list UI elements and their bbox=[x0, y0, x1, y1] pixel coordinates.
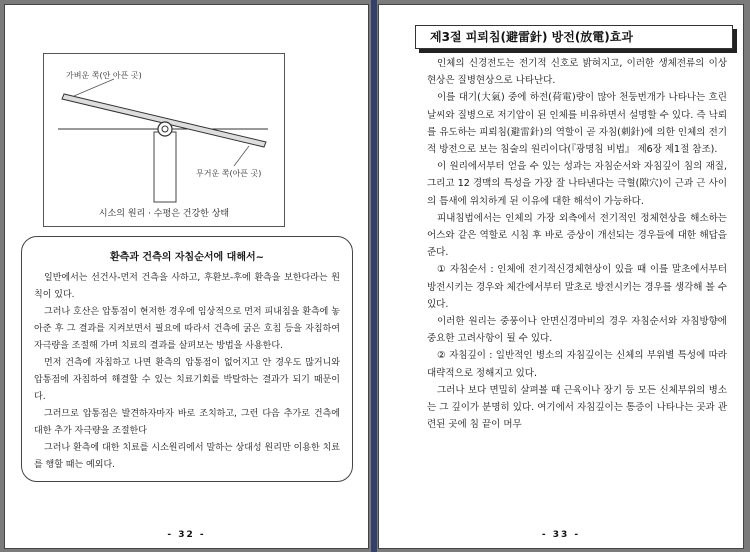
note-paragraph: 그러나 호산은 압통점이 현저한 경우에 임상적으로 먼저 피내침을 환측에 놓아준 후 그 결과를 지켜보면서 필요에 따라서 건측에 굵은 호침 등을 자침하여 자극량을 조절해 가며 치료의 결과를 살펴보는 방법을 사용한다. bbox=[34, 307, 340, 351]
seesaw-figure bbox=[43, 53, 285, 227]
note-paragraph: 그러므로 압통점은 발견하자마자 바로 조치하고, 그런 다음 추가로 건측에 대한 추가 자극량을 조절한다 bbox=[34, 409, 340, 436]
note-box bbox=[21, 236, 353, 482]
heavy-side-label: 무거운 쪽(아픈 곳) bbox=[196, 169, 262, 178]
note-paragraph: 일반에서는 선건사-먼저 건측을 사하고, 후환보-후에 환측을 보한다라는 원칙이 있다. bbox=[34, 273, 340, 300]
page-number: - 33 - bbox=[541, 530, 581, 540]
body-paragraph: ② 자침깊이 : 일반적인 병소의 자침깊이는 신체의 부위별 특성에 따라 대략적으로 정해지고 있다. bbox=[427, 350, 727, 379]
body-paragraph: 인체의 신경전도는 전기적 신호로 밝혀지고, 이러한 생체전류의 이상현상은 질병현상으로 나타난다. bbox=[427, 58, 727, 87]
light-side-pointer bbox=[74, 79, 114, 96]
note-title: 환측과 건측의 자침순서에 대해서~ bbox=[109, 252, 265, 263]
left-page bbox=[4, 4, 369, 549]
figure-caption: 시소의 원리 · 수평은 건강한 상태 bbox=[98, 209, 230, 219]
body-paragraph: 피내침법에서는 인체의 가장 외측에서 전기적인 정체현상을 해소하는 어스와 같은 역할로 시침 후 바로 증상이 개선되는 경우들에 대한 해답을 준다. bbox=[427, 212, 727, 259]
light-side-label: 가벼운 쪽(안 아픈 곳) bbox=[66, 71, 142, 80]
note-paragraph: 그러나 환측에 대한 치료를 시소원리에서 말하는 상대성 원리만 이용한 치료를 행할 때는 예외다. bbox=[34, 443, 340, 470]
body-paragraph: 이 원리에서부터 얻을 수 있는 성과는 자침순서와 자침깊이 침의 재질, 그리고 12 경맥의 특성을 가장 잘 나타낸다는 극혈(隙穴)이 근과 근 사이의 틈새에 위치하게 된 이유에 대한 해석이 가능하다. bbox=[427, 161, 727, 207]
body-paragraph: 이러한 원리는 중풍이나 안면신경마비의 경우 자침순서와 자침방향에 중요한 고려사항이 될 수 있다. bbox=[427, 316, 727, 345]
heavy-side-pointer bbox=[234, 146, 249, 166]
page-number: - 32 - bbox=[167, 530, 206, 540]
body-paragraph: 이를 대기(大氣) 중에 하전(荷電)량이 많아 천둥번개가 나타나는 흐린 날씨와 질병으로 저기압이 된 인체를 비유하면서 설명할 수 있다. 즉 낙뢰를 유도하는 피뢰침(避雷針)의 역할이 곧 자침(刺針)에 의한 인체의 전기적 방전으로 보는 침술의 원리이다(『광명침 비법』 제6장 제1절 참조). bbox=[427, 92, 727, 156]
note-paragraph: 먼저 건측에 자침하고 나면 환측의 압통점이 없어지고 안 경우도 많거니와 압통점에 자침하여 해결할 수 있는 치료기회를 박탈하는 결과가 되기 때문이다. bbox=[34, 358, 340, 402]
fulcrum-post bbox=[154, 132, 176, 202]
body-paragraph: ① 자침순서 : 인체에 전기적신경체현상이 있을 때 이를 말초에서부터 방전시키는 경우와 체간에서부터 말초로 방전시키는 경우를 생각해 볼 수 있다. bbox=[427, 264, 727, 310]
right-page bbox=[378, 4, 744, 549]
book-spine bbox=[371, 0, 377, 552]
section-title: 제3절 피뢰침(避雷針) 방전(放電)효과 bbox=[415, 25, 733, 49]
body-text bbox=[427, 55, 727, 433]
body-paragraph: 그러나 보다 면밀히 살펴볼 때 근육이나 장기 등 모든 신체부위의 병소는 그 깊이가 분명히 있다. 여기에서 자침깊이는 통증이 나타나는 곳과 관련된 곳에 침 끝이 머무 bbox=[427, 384, 727, 431]
